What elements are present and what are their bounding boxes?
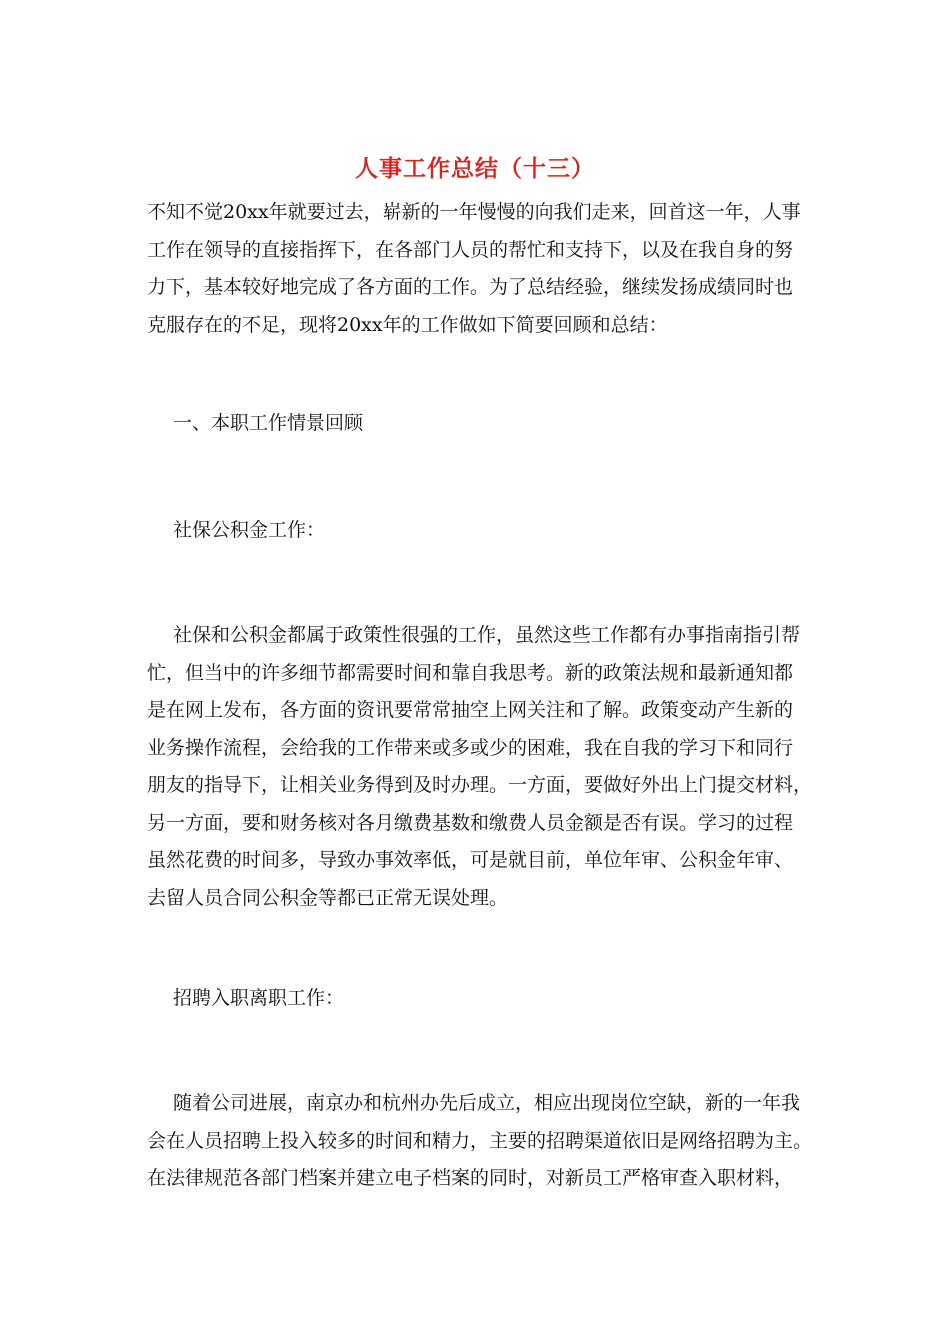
intro-paragraph	[147, 194, 807, 344]
recruitment-line: 随着公司进展，南京办和杭州办先后成立，相应出现岗位空缺，新的一年我	[173, 1092, 801, 1114]
intro-line: 不知不觉20xx年就要过去，崭新的一年慢慢的向我们走来，回首这一年，人事	[147, 201, 801, 223]
social-security-line: 社保和公积金都属于政策性很强的工作，虽然这些工作都有办事指南指引帮	[173, 624, 801, 646]
social-security-line: 忙，但当中的许多细节都需要时间和靠自我思考。新的政策法规和最新通知都	[147, 661, 794, 684]
recruitment-heading: 招聘入职离职工作：	[173, 987, 345, 1009]
document-title: 人事工作总结（十三）	[355, 155, 595, 182]
social-security-line: 另一方面，要和财务核对各月缴费基数和缴费人员金额是否有误。学习的过程	[147, 811, 794, 834]
social-security-line: 去留人员合同公积金等都已正常无误处理。	[147, 886, 509, 909]
social-security-line: 朋友的指导下，让相关业务得到及时办理。一方面，要做好外出上门提交材料，	[147, 774, 813, 796]
section-1-heading: 一、本职工作情景回顾	[173, 412, 364, 434]
social-security-line: 是在网上发布，各方面的资讯要常常抽空上网关注和了解。政策变动产生新的	[147, 699, 794, 721]
social-security-heading: 社保公积金工作：	[173, 519, 326, 541]
recruitment-line: 在法律规范各部门档案并建立电子档案的同时，对新员工严格审查入职材料，	[147, 1167, 794, 1189]
intro-line: 力下，基本较好地完成了各方面的工作。为了总结经验，继续发扬成绩同时也	[147, 276, 794, 298]
social-security-line: 虽然花费的时间多，导致办事效率低，可是就目前，单位年审、公积金年审、	[147, 849, 794, 871]
social-security-paragraph	[147, 617, 813, 917]
intro-line: 工作在领导的直接指挥下，在各部门人员的帮忙和支持下，以及在我自身的努	[147, 238, 794, 261]
recruitment-paragraph	[147, 1085, 813, 1198]
social-security-line: 业务操作流程，会给我的工作带来或多或少的困难，我在自我的学习下和同行	[147, 736, 794, 759]
intro-line: 克服存在的不足，现将20xx年的工作做如下简要回顾和总结：	[147, 313, 668, 336]
recruitment-line: 会在人员招聘上投入较多的时间和精力，主要的招聘渠道依旧是网络招聘为主。	[147, 1129, 813, 1152]
